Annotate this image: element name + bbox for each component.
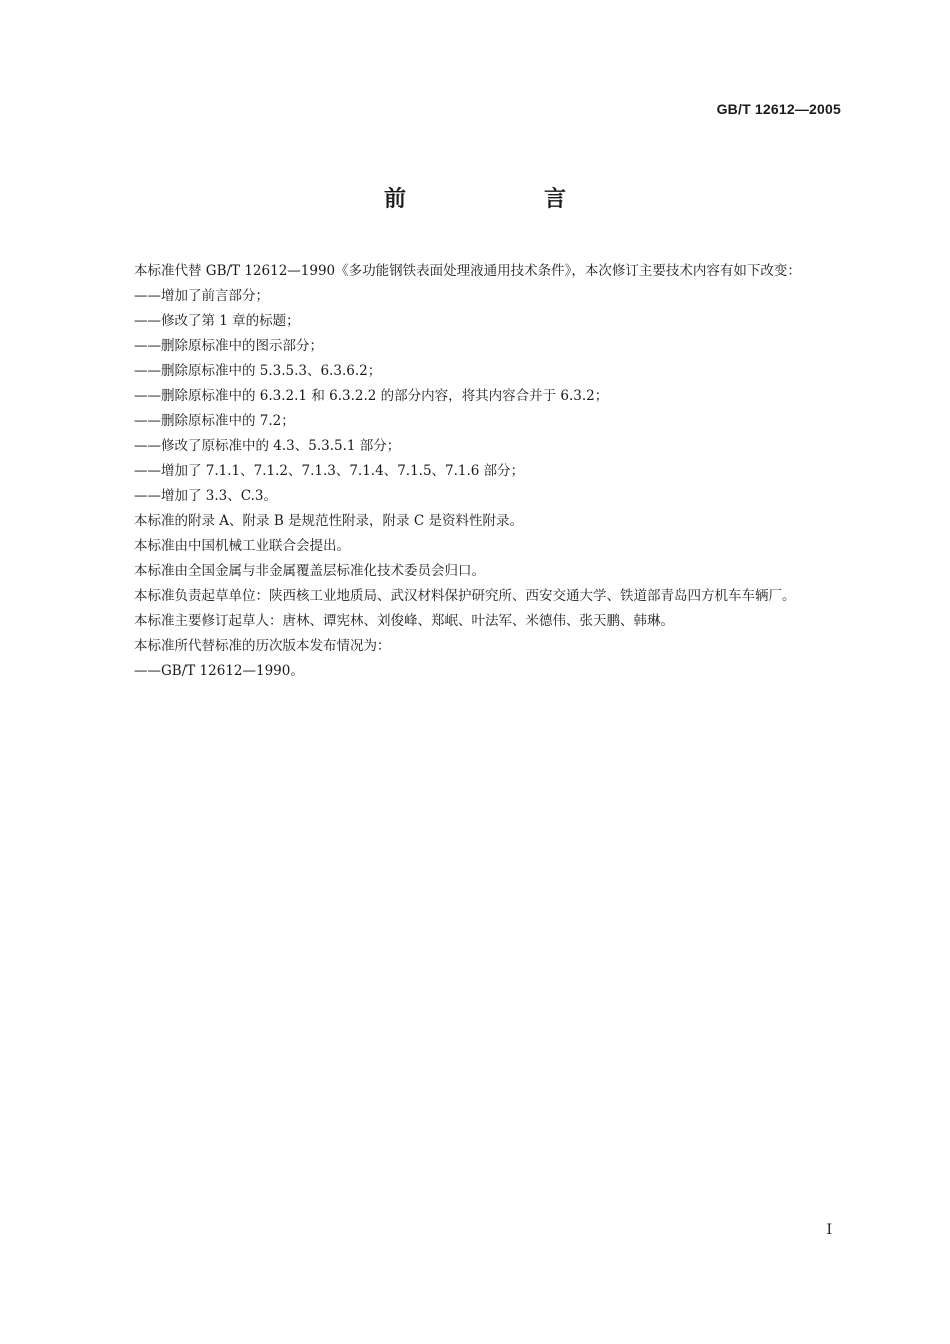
- history-item: ——GB/T 12612—1990。: [134, 663, 304, 679]
- change-item: ——修改了原标准中的 4.3、5.3.5.1 部分；: [134, 438, 401, 454]
- change-item: ——删除原标准中的 5.3.5.3、6.3.6.2；: [134, 363, 382, 379]
- paragraph-proposer: 本标准由中国机械工业联合会提出。: [134, 538, 350, 554]
- page-number: I: [826, 1222, 832, 1238]
- paragraph-history: 本标准所代替标准的历次版本发布情况为：: [134, 638, 391, 654]
- change-item: ——增加了前言部分；: [134, 288, 269, 304]
- paragraph-intro: 本标准代替 GB/T 12612—1990《多功能钢铁表面处理液通用技术条件》，本次修订主要技术内容有如下改变：: [134, 263, 801, 279]
- change-item: ——删除原标准中的图示部分；: [134, 338, 323, 354]
- foreword-body: [107, 259, 842, 684]
- change-item: ——修改了第 1 章的标题；: [134, 313, 300, 329]
- change-item: ——增加了 3.3、C.3。: [134, 488, 277, 504]
- paragraph-annex: 本标准的附录 A、附录 B 是规范性附录，附录 C 是资料性附录。: [134, 513, 523, 529]
- paragraph-drafters: 本标准主要修订起草人：唐林、谭宪林、刘俊峰、郑岷、叶法军、米德伟、张天鹏、韩琳。: [134, 613, 674, 629]
- change-item: ——删除原标准中的 7.2；: [134, 413, 295, 429]
- change-item: ——增加了 7.1.1、7.1.2、7.1.3、7.1.4、7.1.5、7.1.6 部分；: [134, 463, 525, 479]
- standard-number: GB/T 12612—2005: [716, 101, 841, 117]
- paragraph-committee: 本标准由全国金属与非金属覆盖层标准化技术委员会归口。: [134, 563, 485, 579]
- change-item: ——删除原标准中的 6.3.2.1 和 6.3.2.2 的部分内容，将其内容合并于 6.3.2；: [134, 388, 609, 404]
- paragraph-drafting-units: 本标准负责起草单位：陕西核工业地质局、武汉材料保护研究所、西安交通大学、铁道部青岛四方机车车辆厂。: [134, 588, 796, 604]
- page-title: 前 言: [383, 187, 624, 212]
